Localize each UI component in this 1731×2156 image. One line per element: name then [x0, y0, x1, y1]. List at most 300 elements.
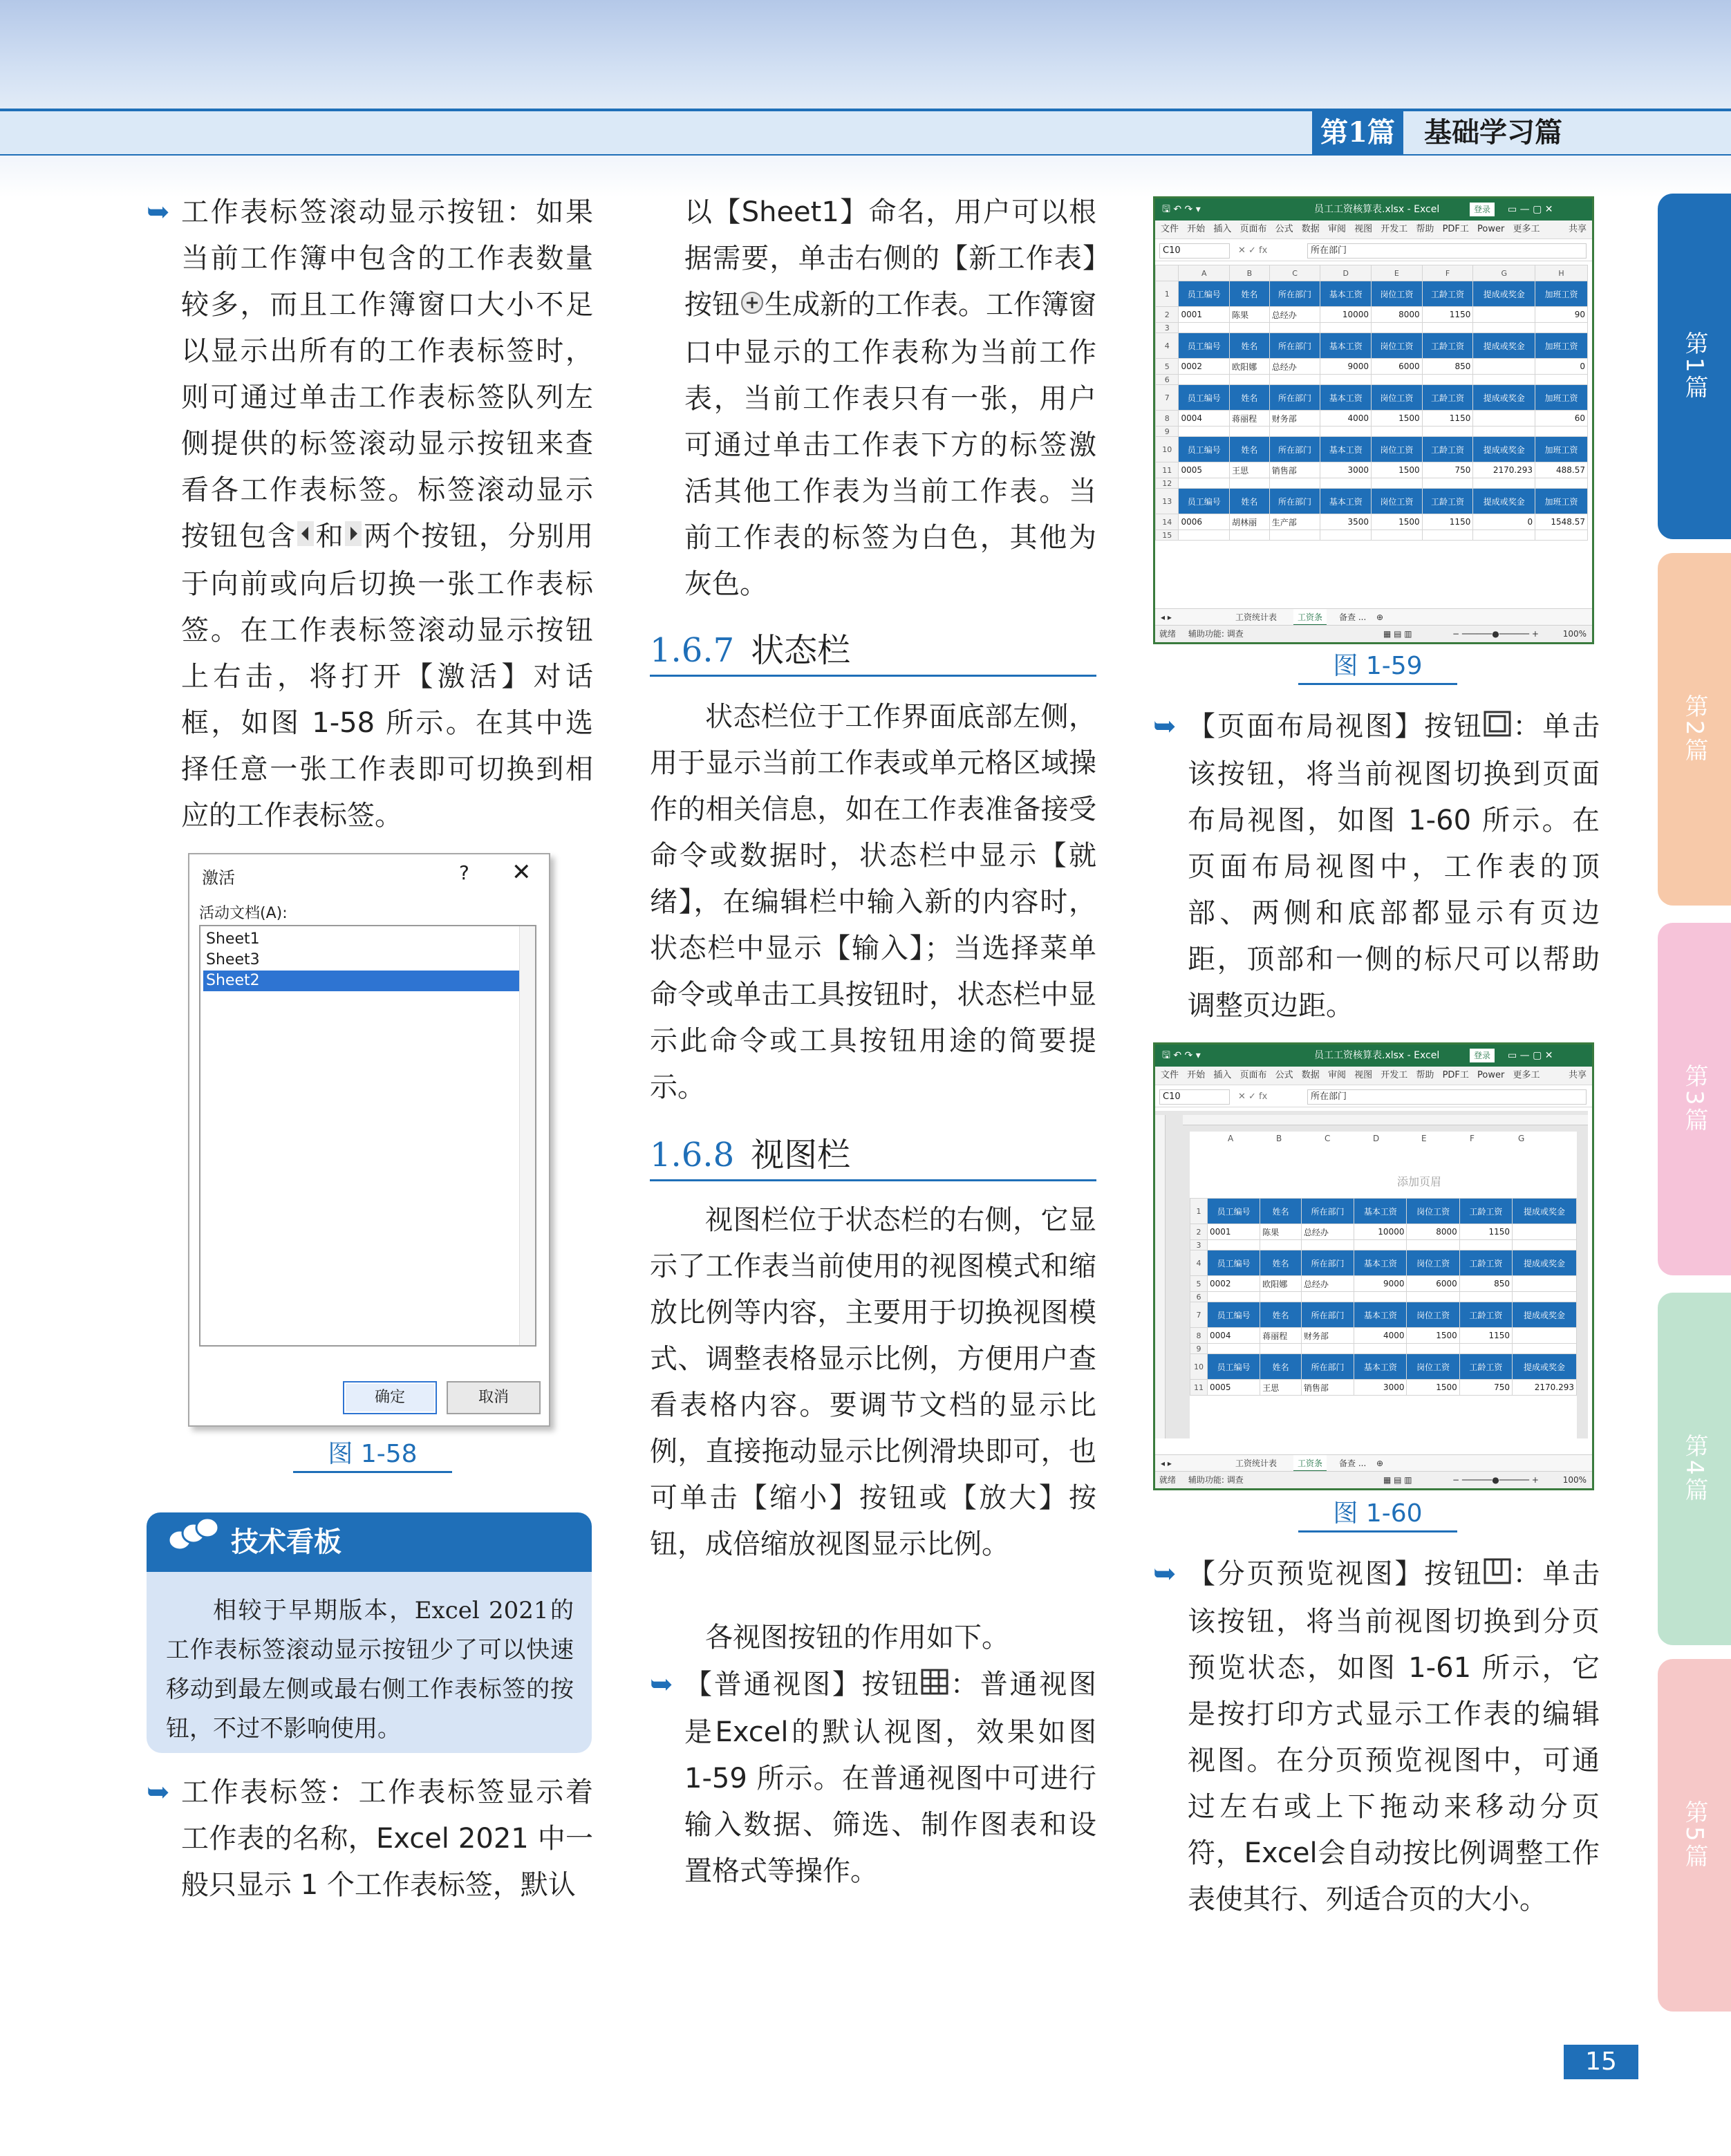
- ribbon-tab[interactable]: 审阅: [1327, 224, 1346, 234]
- table-cell[interactable]: [1230, 375, 1270, 385]
- table-cell[interactable]: 850: [1459, 1276, 1512, 1292]
- table-header-cell[interactable]: 姓名: [1230, 333, 1270, 359]
- zoom-level[interactable]: 100%: [1562, 1475, 1587, 1485]
- table-header-cell[interactable]: 基本工资: [1320, 437, 1372, 462]
- table-cell[interactable]: 0004: [1208, 1328, 1260, 1344]
- table-cell[interactable]: [1407, 1344, 1459, 1354]
- table-cell[interactable]: [1269, 375, 1320, 385]
- table-cell[interactable]: [1535, 323, 1588, 333]
- table-cell[interactable]: 0: [1473, 514, 1535, 530]
- row-header[interactable]: 6: [1156, 375, 1179, 385]
- table-header-cell[interactable]: 工龄工资: [1459, 1354, 1512, 1380]
- table-header-cell[interactable]: 加班工资: [1535, 385, 1588, 411]
- ribbon-tab[interactable]: 帮助: [1416, 224, 1434, 234]
- table-cell[interactable]: [1535, 478, 1588, 489]
- table-cell[interactable]: 10000: [1354, 1224, 1407, 1240]
- table-cell[interactable]: 0001: [1208, 1224, 1260, 1240]
- row-header[interactable]: 8: [1190, 1328, 1208, 1344]
- table-cell[interactable]: 2170.293: [1473, 462, 1535, 478]
- table-header-cell[interactable]: 姓名: [1230, 385, 1270, 411]
- table-cell[interactable]: 1500: [1372, 514, 1423, 530]
- table-cell[interactable]: [1320, 375, 1372, 385]
- table-cell[interactable]: [1513, 1344, 1577, 1354]
- ribbon-tab[interactable]: 文件: [1161, 1070, 1179, 1080]
- table-cell[interactable]: [1269, 323, 1320, 333]
- name-box[interactable]: C10: [1159, 243, 1230, 259]
- row-header[interactable]: 4: [1156, 333, 1179, 359]
- column-header[interactable]: E: [1421, 1134, 1427, 1143]
- table-header-cell[interactable]: 姓名: [1230, 437, 1270, 462]
- column-header[interactable]: E: [1372, 265, 1423, 281]
- table-header-cell[interactable]: 员工编号: [1179, 489, 1230, 514]
- table-cell[interactable]: 8000: [1407, 1224, 1459, 1240]
- ok-button[interactable]: 确定: [343, 1381, 437, 1414]
- table-cell[interactable]: 90: [1535, 307, 1588, 323]
- column-header[interactable]: G: [1473, 265, 1535, 281]
- table-cell[interactable]: 750: [1459, 1380, 1512, 1396]
- table-cell[interactable]: [1179, 478, 1230, 489]
- table-cell[interactable]: 1500: [1407, 1328, 1459, 1344]
- table-cell[interactable]: 王思: [1260, 1380, 1302, 1396]
- row-header[interactable]: 1: [1190, 1199, 1208, 1224]
- table-cell[interactable]: [1260, 1240, 1302, 1250]
- table-cell[interactable]: [1473, 411, 1535, 426]
- column-header[interactable]: D: [1320, 265, 1372, 281]
- column-header[interactable]: C: [1269, 265, 1320, 281]
- table-header-cell[interactable]: 加班工资: [1535, 437, 1588, 462]
- table-header-cell[interactable]: 所在部门: [1269, 489, 1320, 514]
- table-cell[interactable]: 欧阳娜: [1260, 1276, 1302, 1292]
- ribbon-tab[interactable]: 更多工: [1513, 224, 1540, 234]
- table-cell[interactable]: 488.57: [1535, 462, 1588, 478]
- table-cell[interactable]: [1260, 1344, 1302, 1354]
- table-cell[interactable]: [1320, 426, 1372, 437]
- table-header-cell[interactable]: 岗位工资: [1372, 489, 1423, 514]
- table-cell[interactable]: [1535, 375, 1588, 385]
- table-header-cell[interactable]: 员工编号: [1208, 1250, 1260, 1276]
- row-header[interactable]: 3: [1156, 323, 1179, 333]
- table-cell[interactable]: 销售部: [1301, 1380, 1354, 1396]
- table-cell[interactable]: [1473, 530, 1535, 541]
- table-header-cell[interactable]: 所在部门: [1269, 385, 1320, 411]
- table-header-cell[interactable]: 员工编号: [1179, 333, 1230, 359]
- table-cell[interactable]: 0001: [1179, 307, 1230, 323]
- table-header-cell[interactable]: 姓名: [1260, 1302, 1302, 1328]
- column-header[interactable]: C: [1325, 1134, 1331, 1143]
- ribbon-tab[interactable]: 数据: [1301, 224, 1320, 234]
- table-cell[interactable]: 总经办: [1301, 1224, 1354, 1240]
- table-cell[interactable]: [1473, 426, 1535, 437]
- ribbon-tab[interactable]: 文件: [1161, 224, 1179, 234]
- table-cell[interactable]: 欧阳娜: [1230, 359, 1270, 375]
- table-cell[interactable]: 蒋丽程: [1260, 1328, 1302, 1344]
- table-cell[interactable]: [1473, 375, 1535, 385]
- table-cell[interactable]: [1513, 1328, 1577, 1344]
- table-cell[interactable]: 0005: [1179, 462, 1230, 478]
- table-cell[interactable]: 陈果: [1260, 1224, 1302, 1240]
- table-header-cell[interactable]: 提成或奖金: [1473, 489, 1535, 514]
- table-cell[interactable]: 1150: [1422, 307, 1473, 323]
- table-header-cell[interactable]: 提成或奖金: [1513, 1354, 1577, 1380]
- sheet-tab[interactable]: 工资统计表: [1235, 612, 1278, 622]
- row-header[interactable]: 10: [1190, 1354, 1208, 1380]
- table-cell[interactable]: [1422, 530, 1473, 541]
- table-cell[interactable]: [1422, 478, 1473, 489]
- table-header-cell[interactable]: 基本工资: [1320, 385, 1372, 411]
- table-cell[interactable]: 4000: [1354, 1328, 1407, 1344]
- ribbon-tab[interactable]: 页面布: [1239, 224, 1267, 234]
- table-header-cell[interactable]: 工龄工资: [1422, 333, 1473, 359]
- login-button[interactable]: 登录: [1470, 1049, 1495, 1062]
- table-cell[interactable]: [1179, 530, 1230, 541]
- table-cell[interactable]: [1230, 478, 1270, 489]
- table-header-cell[interactable]: 所在部门: [1301, 1354, 1354, 1380]
- table-cell[interactable]: [1407, 1240, 1459, 1250]
- table-cell[interactable]: [1320, 530, 1372, 541]
- row-header[interactable]: 11: [1190, 1380, 1208, 1396]
- status-accessibility[interactable]: 辅助功能: 调查: [1188, 1475, 1244, 1485]
- table-cell[interactable]: 蒋丽程: [1230, 411, 1270, 426]
- table-header-cell[interactable]: 员工编号: [1208, 1199, 1260, 1224]
- add-header-placeholder[interactable]: 添加页眉: [1397, 1175, 1442, 1188]
- row-header[interactable]: 4: [1190, 1250, 1208, 1276]
- table-header-cell[interactable]: 提成或奖金: [1473, 437, 1535, 462]
- table-header-cell[interactable]: 员工编号: [1179, 281, 1230, 307]
- scroll-tabs-icon[interactable]: ◂ ▸: [1161, 1459, 1172, 1468]
- ribbon-tab[interactable]: 开发工: [1381, 1070, 1408, 1080]
- table-cell[interactable]: [1407, 1292, 1459, 1302]
- table-cell[interactable]: [1513, 1224, 1577, 1240]
- table-header-cell[interactable]: 加班工资: [1535, 281, 1588, 307]
- table-header-cell[interactable]: 所在部门: [1301, 1199, 1354, 1224]
- column-header[interactable]: G: [1518, 1134, 1525, 1143]
- row-header[interactable]: 13: [1156, 489, 1179, 514]
- table-cell[interactable]: 1150: [1422, 411, 1473, 426]
- table-header-cell[interactable]: 所在部门: [1269, 333, 1320, 359]
- table-cell[interactable]: [1230, 530, 1270, 541]
- add-sheet-icon[interactable]: ⊕: [1376, 612, 1384, 622]
- row-header[interactable]: 3: [1190, 1240, 1208, 1250]
- table-header-cell[interactable]: 工龄工资: [1422, 489, 1473, 514]
- table-cell[interactable]: [1354, 1292, 1407, 1302]
- table-header-cell[interactable]: 工龄工资: [1459, 1199, 1512, 1224]
- ribbon-tab[interactable]: 开发工: [1381, 224, 1408, 234]
- ribbon-tab[interactable]: Power: [1477, 1070, 1505, 1080]
- status-accessibility[interactable]: 辅助功能: 调查: [1188, 629, 1244, 639]
- row-header[interactable]: 10: [1156, 437, 1179, 462]
- help-icon[interactable]: ?: [459, 861, 469, 884]
- table-cell[interactable]: [1269, 426, 1320, 437]
- view-buttons-icon[interactable]: ▦ ▤ ▥: [1383, 1475, 1412, 1485]
- table-cell[interactable]: 2170.293: [1513, 1380, 1577, 1396]
- table-cell[interactable]: 10000: [1320, 307, 1372, 323]
- sheet-tab-active[interactable]: 工资条: [1293, 1455, 1327, 1472]
- table-cell[interactable]: [1372, 426, 1423, 437]
- ribbon-tab[interactable]: 数据: [1301, 1070, 1320, 1080]
- table-cell[interactable]: [1354, 1344, 1407, 1354]
- table-cell[interactable]: 1150: [1422, 514, 1473, 530]
- table-header-cell[interactable]: 基本工资: [1320, 489, 1372, 514]
- table-cell[interactable]: [1459, 1240, 1512, 1250]
- table-cell[interactable]: [1422, 375, 1473, 385]
- table-cell[interactable]: 财务部: [1269, 411, 1320, 426]
- table-cell[interactable]: 王思: [1230, 462, 1270, 478]
- formula-input[interactable]: 所在部门: [1307, 243, 1587, 259]
- table-cell[interactable]: [1473, 307, 1535, 323]
- table-cell[interactable]: 850: [1422, 359, 1473, 375]
- table-header-cell[interactable]: 提成或奖金: [1513, 1199, 1577, 1224]
- table-cell[interactable]: [1269, 478, 1320, 489]
- ribbon-tab[interactable]: PDF工: [1442, 1070, 1469, 1080]
- table-cell[interactable]: 0006: [1179, 514, 1230, 530]
- name-box[interactable]: C10: [1159, 1089, 1230, 1105]
- ribbon-tab[interactable]: 视图: [1354, 224, 1373, 234]
- ribbon-tab[interactable]: 公式: [1275, 224, 1293, 234]
- formula-input[interactable]: 所在部门: [1307, 1089, 1587, 1105]
- table-cell[interactable]: 销售部: [1269, 462, 1320, 478]
- table-header-cell[interactable]: 工龄工资: [1459, 1250, 1512, 1276]
- table-header-cell[interactable]: 姓名: [1260, 1354, 1302, 1380]
- column-header[interactable]: B: [1276, 1134, 1282, 1143]
- table-cell[interactable]: 1548.57: [1535, 514, 1588, 530]
- table-cell[interactable]: 6000: [1372, 359, 1423, 375]
- side-tab-part2[interactable]: [1658, 553, 1731, 906]
- table-cell[interactable]: [1230, 323, 1270, 333]
- table-cell[interactable]: [1372, 323, 1423, 333]
- table-header-cell[interactable]: 岗位工资: [1372, 385, 1423, 411]
- list-item-selected[interactable]: Sheet2: [203, 971, 521, 991]
- table-header-cell[interactable]: 提成或奖金: [1473, 281, 1535, 307]
- table-cell[interactable]: [1179, 323, 1230, 333]
- ribbon-tab[interactable]: 插入: [1213, 224, 1232, 234]
- table-cell[interactable]: 胡林丽: [1230, 514, 1270, 530]
- table-header-cell[interactable]: 工龄工资: [1422, 437, 1473, 462]
- table-cell[interactable]: 0002: [1179, 359, 1230, 375]
- ribbon-tab[interactable]: 页面布: [1239, 1070, 1267, 1080]
- table-header-cell[interactable]: 岗位工资: [1407, 1250, 1459, 1276]
- table-header-cell[interactable]: 岗位工资: [1407, 1199, 1459, 1224]
- table-cell[interactable]: 0: [1535, 359, 1588, 375]
- table-header-cell[interactable]: 提成或奖金: [1513, 1250, 1577, 1276]
- ribbon-tab[interactable]: PDF工: [1442, 224, 1469, 234]
- table-header-cell[interactable]: 岗位工资: [1372, 437, 1423, 462]
- table-cell[interactable]: 陈果: [1230, 307, 1270, 323]
- row-header[interactable]: 12: [1156, 478, 1179, 489]
- table-cell[interactable]: [1320, 323, 1372, 333]
- table-cell[interactable]: 0005: [1208, 1380, 1260, 1396]
- close-icon[interactable]: ✕: [512, 859, 532, 886]
- table-cell[interactable]: 6000: [1407, 1276, 1459, 1292]
- window-controls-icon[interactable]: ▭ — ▢ ✕: [1508, 1050, 1553, 1061]
- table-cell[interactable]: [1535, 426, 1588, 437]
- table-cell[interactable]: [1513, 1276, 1577, 1292]
- table-header-cell[interactable]: 提成或奖金: [1473, 385, 1535, 411]
- table-cell[interactable]: [1422, 323, 1473, 333]
- row-header[interactable]: 14: [1156, 514, 1179, 530]
- table-cell[interactable]: 750: [1422, 462, 1473, 478]
- ribbon-tab[interactable]: 更多工: [1513, 1070, 1540, 1080]
- table-cell[interactable]: [1473, 359, 1535, 375]
- column-header[interactable]: B: [1230, 265, 1270, 281]
- table-header-cell[interactable]: 员工编号: [1179, 437, 1230, 462]
- table-cell[interactable]: [1260, 1292, 1302, 1302]
- table-cell[interactable]: 生产部: [1269, 514, 1320, 530]
- table-header-cell[interactable]: 加班工资: [1535, 333, 1588, 359]
- table-header-cell[interactable]: 基本工资: [1354, 1199, 1407, 1224]
- sheet-list[interactable]: [199, 925, 536, 1347]
- table-cell[interactable]: [1422, 426, 1473, 437]
- table-header-cell[interactable]: 员工编号: [1208, 1354, 1260, 1380]
- table-cell[interactable]: [1208, 1292, 1260, 1302]
- sheet-tab[interactable]: 备查 ...: [1339, 612, 1367, 622]
- sheet-tab-active[interactable]: 工资条: [1293, 609, 1327, 626]
- row-header[interactable]: 5: [1190, 1276, 1208, 1292]
- table-cell[interactable]: 财务部: [1301, 1328, 1354, 1344]
- table-header-cell[interactable]: 基本工资: [1320, 333, 1372, 359]
- table-header-cell[interactable]: 姓名: [1230, 281, 1270, 307]
- table-cell[interactable]: 0004: [1179, 411, 1230, 426]
- table-cell[interactable]: 3000: [1354, 1380, 1407, 1396]
- sheet-tab[interactable]: 备查 ...: [1339, 1459, 1367, 1468]
- table-cell[interactable]: [1473, 478, 1535, 489]
- column-header[interactable]: D: [1373, 1134, 1380, 1143]
- share-button[interactable]: 共享: [1568, 224, 1587, 234]
- table-cell[interactable]: 9000: [1320, 359, 1372, 375]
- row-header[interactable]: 2: [1190, 1224, 1208, 1240]
- table-cell[interactable]: 8000: [1372, 307, 1423, 323]
- zoom-slider[interactable]: − ──────●────── +: [1452, 629, 1539, 639]
- row-header[interactable]: 9: [1190, 1344, 1208, 1354]
- table-cell[interactable]: [1372, 375, 1423, 385]
- table-cell[interactable]: 1500: [1372, 411, 1423, 426]
- table-header-cell[interactable]: 提成或奖金: [1473, 333, 1535, 359]
- table-cell[interactable]: 3500: [1320, 514, 1372, 530]
- table-cell[interactable]: [1535, 530, 1588, 541]
- table-header-cell[interactable]: 员工编号: [1179, 385, 1230, 411]
- side-tab-part3[interactable]: [1658, 923, 1731, 1275]
- corner-cell[interactable]: [1156, 265, 1179, 281]
- column-header[interactable]: F: [1470, 1134, 1475, 1143]
- side-tab-part1[interactable]: [1658, 194, 1731, 539]
- table-cell[interactable]: 1500: [1407, 1380, 1459, 1396]
- table-header-cell[interactable]: 工龄工资: [1422, 281, 1473, 307]
- table-cell[interactable]: [1473, 323, 1535, 333]
- table-cell[interactable]: 1150: [1459, 1328, 1512, 1344]
- table-cell[interactable]: [1320, 478, 1372, 489]
- table-cell[interactable]: [1208, 1240, 1260, 1250]
- table-cell[interactable]: 1150: [1459, 1224, 1512, 1240]
- table-header-cell[interactable]: 岗位工资: [1407, 1302, 1459, 1328]
- list-scrollbar[interactable]: [519, 926, 535, 1345]
- column-header[interactable]: H: [1535, 265, 1588, 281]
- ribbon-tab[interactable]: 公式: [1275, 1070, 1293, 1080]
- login-button[interactable]: 登录: [1470, 203, 1495, 216]
- table-cell[interactable]: 总经办: [1269, 359, 1320, 375]
- table-header-cell[interactable]: 姓名: [1230, 489, 1270, 514]
- list-item[interactable]: Sheet1: [206, 930, 260, 948]
- side-tab-part5[interactable]: [1658, 1659, 1731, 2012]
- row-header[interactable]: 1: [1156, 281, 1179, 307]
- row-header[interactable]: 7: [1156, 385, 1179, 411]
- ribbon-tab[interactable]: 插入: [1213, 1070, 1232, 1080]
- table-cell[interactable]: [1372, 478, 1423, 489]
- table-header-cell[interactable]: 加班工资: [1535, 489, 1588, 514]
- table-header-cell[interactable]: 所在部门: [1301, 1250, 1354, 1276]
- row-header[interactable]: 11: [1156, 462, 1179, 478]
- table-cell[interactable]: 0002: [1208, 1276, 1260, 1292]
- table-header-cell[interactable]: 基本工资: [1354, 1302, 1407, 1328]
- column-header[interactable]: A: [1228, 1134, 1234, 1143]
- view-buttons-icon[interactable]: ▦ ▤ ▥: [1383, 629, 1412, 639]
- table-cell[interactable]: [1301, 1344, 1354, 1354]
- list-item[interactable]: Sheet3: [206, 951, 260, 968]
- table-cell[interactable]: 9000: [1354, 1276, 1407, 1292]
- table-header-cell[interactable]: 工龄工资: [1459, 1302, 1512, 1328]
- zoom-slider[interactable]: − ──────●────── +: [1452, 1475, 1539, 1485]
- row-header[interactable]: 9: [1156, 426, 1179, 437]
- table-cell[interactable]: [1372, 530, 1423, 541]
- row-header[interactable]: 7: [1190, 1302, 1208, 1328]
- table-cell[interactable]: [1179, 375, 1230, 385]
- side-tab-part4[interactable]: [1658, 1293, 1731, 1645]
- table-header-cell[interactable]: 所在部门: [1269, 437, 1320, 462]
- table-header-cell[interactable]: 所在部门: [1269, 281, 1320, 307]
- ribbon-tab[interactable]: 审阅: [1327, 1070, 1346, 1080]
- table-cell[interactable]: [1208, 1344, 1260, 1354]
- table-cell[interactable]: 总经办: [1301, 1276, 1354, 1292]
- table-cell[interactable]: [1230, 426, 1270, 437]
- table-cell[interactable]: [1301, 1240, 1354, 1250]
- table-cell[interactable]: 4000: [1320, 411, 1372, 426]
- row-header[interactable]: 2: [1156, 307, 1179, 323]
- table-header-cell[interactable]: 基本工资: [1354, 1354, 1407, 1380]
- table-cell[interactable]: [1513, 1240, 1577, 1250]
- ribbon-tab[interactable]: 开始: [1187, 1070, 1206, 1080]
- table-cell[interactable]: [1179, 426, 1230, 437]
- table-cell[interactable]: 60: [1535, 411, 1588, 426]
- table-header-cell[interactable]: 基本工资: [1320, 281, 1372, 307]
- zoom-level[interactable]: 100%: [1562, 629, 1587, 639]
- row-header[interactable]: 8: [1156, 411, 1179, 426]
- window-controls-icon[interactable]: ▭ — ▢ ✕: [1508, 204, 1553, 215]
- sheet-tab[interactable]: 工资统计表: [1235, 1459, 1278, 1468]
- row-header[interactable]: 5: [1156, 359, 1179, 375]
- table-cell[interactable]: 3000: [1320, 462, 1372, 478]
- table-header-cell[interactable]: 所在部门: [1301, 1302, 1354, 1328]
- column-header[interactable]: F: [1422, 265, 1473, 281]
- table-header-cell[interactable]: 姓名: [1260, 1199, 1302, 1224]
- table-cell[interactable]: [1459, 1292, 1512, 1302]
- table-header-cell[interactable]: 员工编号: [1208, 1302, 1260, 1328]
- table-header-cell[interactable]: 岗位工资: [1372, 333, 1423, 359]
- table-cell[interactable]: [1513, 1292, 1577, 1302]
- share-button[interactable]: 共享: [1568, 1070, 1587, 1080]
- table-cell[interactable]: [1269, 530, 1320, 541]
- table-header-cell[interactable]: 提成或奖金: [1513, 1302, 1577, 1328]
- ribbon-tab[interactable]: 开始: [1187, 224, 1206, 234]
- scroll-tabs-icon[interactable]: ◂ ▸: [1161, 612, 1172, 622]
- table-header-cell[interactable]: 岗位工资: [1372, 281, 1423, 307]
- add-sheet-icon[interactable]: ⊕: [1376, 1459, 1384, 1468]
- table-cell[interactable]: 总经办: [1269, 307, 1320, 323]
- table-cell[interactable]: 1500: [1372, 462, 1423, 478]
- table-cell[interactable]: [1354, 1240, 1407, 1250]
- table-header-cell[interactable]: 姓名: [1260, 1250, 1302, 1276]
- table-header-cell[interactable]: 工龄工资: [1422, 385, 1473, 411]
- table-cell[interactable]: [1459, 1344, 1512, 1354]
- row-header[interactable]: 6: [1190, 1292, 1208, 1302]
- table-header-cell[interactable]: 基本工资: [1354, 1250, 1407, 1276]
